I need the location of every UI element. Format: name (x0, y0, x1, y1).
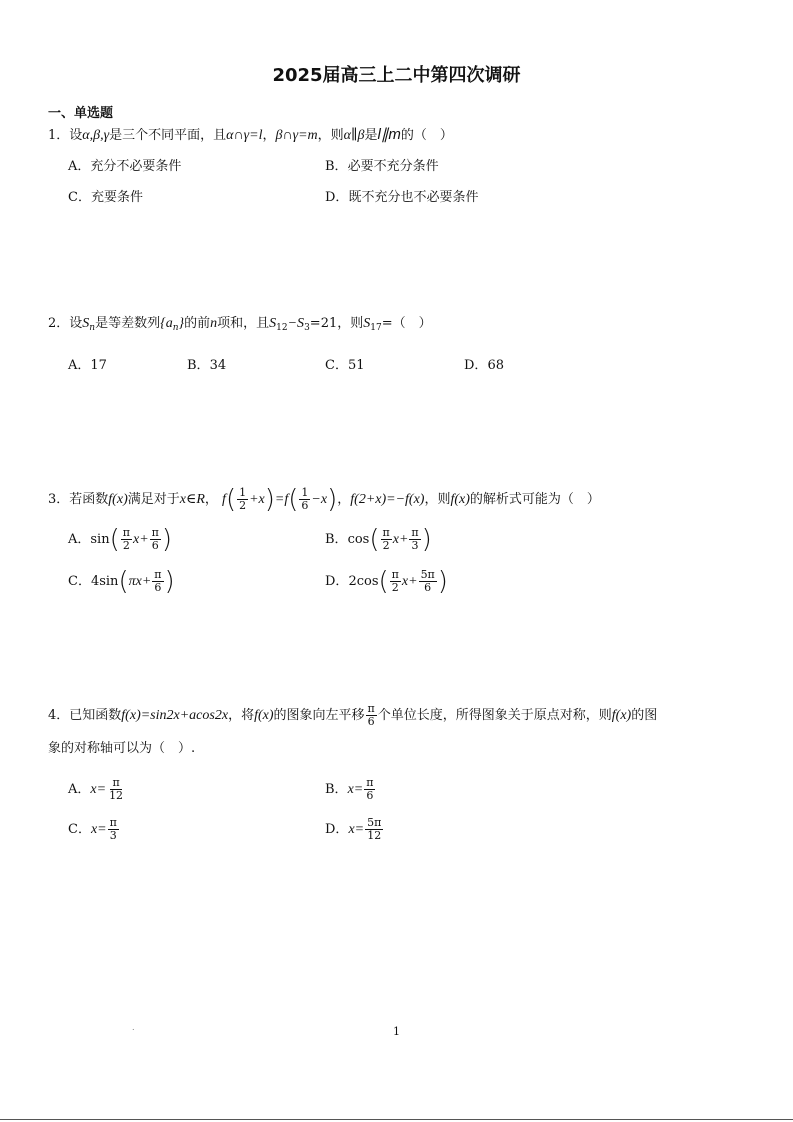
q2-option-b[interactable]: B．34 (187, 358, 227, 373)
q1-text: 是 (364, 128, 378, 143)
question-1 (48, 125, 453, 146)
question-4-line-2: 象的对称轴可以为（ ）. (48, 741, 196, 756)
q4-option-c[interactable]: C．x= $\frac{\pi}{3}$ (68, 816, 117, 842)
q2-option-a[interactable]: A．17 (68, 358, 107, 373)
q1-option-c[interactable]: C．充要条件 (68, 190, 143, 205)
question-3: 3．若函数f(x)满足对于x∈R， f( $\frac{1}{2}$ +x)=f( $\frac{1}{6}$ −x)，f(2+x)=−f(x)，则f(x)的解析式可能为（ ） (48, 484, 600, 515)
q1-text: 设 (69, 128, 83, 143)
q1-text: 是三个不同平面，且 (109, 128, 227, 143)
q2-option-d[interactable]: D．68 (464, 358, 504, 373)
q1-cond: α∥β (343, 128, 365, 143)
question-2: 2．设$S_n$是等差数列$\{a_n\}$的前n项和，且$S_{12}-S_3=21$，则$S_{17}=$（ ） (48, 316, 432, 333)
page-number: 1 (393, 1025, 400, 1038)
q3-option-c[interactable]: C．4sin(πx+ $\frac{\pi}{6}$ ) (68, 566, 175, 597)
q1-vars: α,β,γ (82, 128, 110, 143)
q1-cond: β∩γ=m (275, 128, 318, 143)
q1-text: 的（ ） (400, 128, 453, 143)
q1-text: ， (262, 128, 276, 143)
q4-option-b[interactable]: B．x= $\frac{\pi}{6}$ (325, 776, 374, 802)
q1-option-b[interactable]: B．必要不充分条件 (325, 159, 439, 174)
footer-mark: . (132, 1023, 135, 1032)
section-heading: 一、单选题 (48, 106, 114, 121)
q3-option-b[interactable]: B．cos( $\frac{\pi}{2}$ x+ $\frac{\pi}{3}$ ) (325, 524, 432, 555)
q1-number: 1． (48, 128, 70, 143)
q1-cond: l∥m (377, 126, 401, 143)
q1-option-a[interactable]: A．充分不必要条件 (68, 159, 182, 174)
q4-option-a[interactable]: A．x= $\frac{\pi}{12}$ (68, 776, 124, 802)
q3-option-a[interactable]: A．sin( $\frac{\pi}{2}$ x+ $\frac{\pi}{6}$ ) (68, 524, 173, 555)
q3-option-d[interactable]: D．2cos( $\frac{\pi}{2}$ x+ $\frac{5\pi}{6}$ ) (325, 566, 448, 597)
q1-text: ，则 (317, 128, 344, 143)
q2-option-c[interactable]: C．51 (325, 358, 365, 373)
q4-option-d[interactable]: D．x= $\frac{5\pi}{12}$ (325, 816, 382, 842)
page-bottom-rule (0, 1119, 793, 1120)
q1-option-d[interactable]: D．既不充分也不必要条件 (325, 190, 479, 205)
q1-cond: α∩γ=l (226, 128, 263, 143)
page-title: 2025届高三上二中第四次调研 (272, 65, 521, 86)
question-4: 4．已知函数f(x)=sin2x+acos2x，将f(x)的图象向左平移 $\frac{\pi}{6}$ 个单位长度，所得图象关于原点对称，则f(x)的图 (48, 702, 658, 728)
